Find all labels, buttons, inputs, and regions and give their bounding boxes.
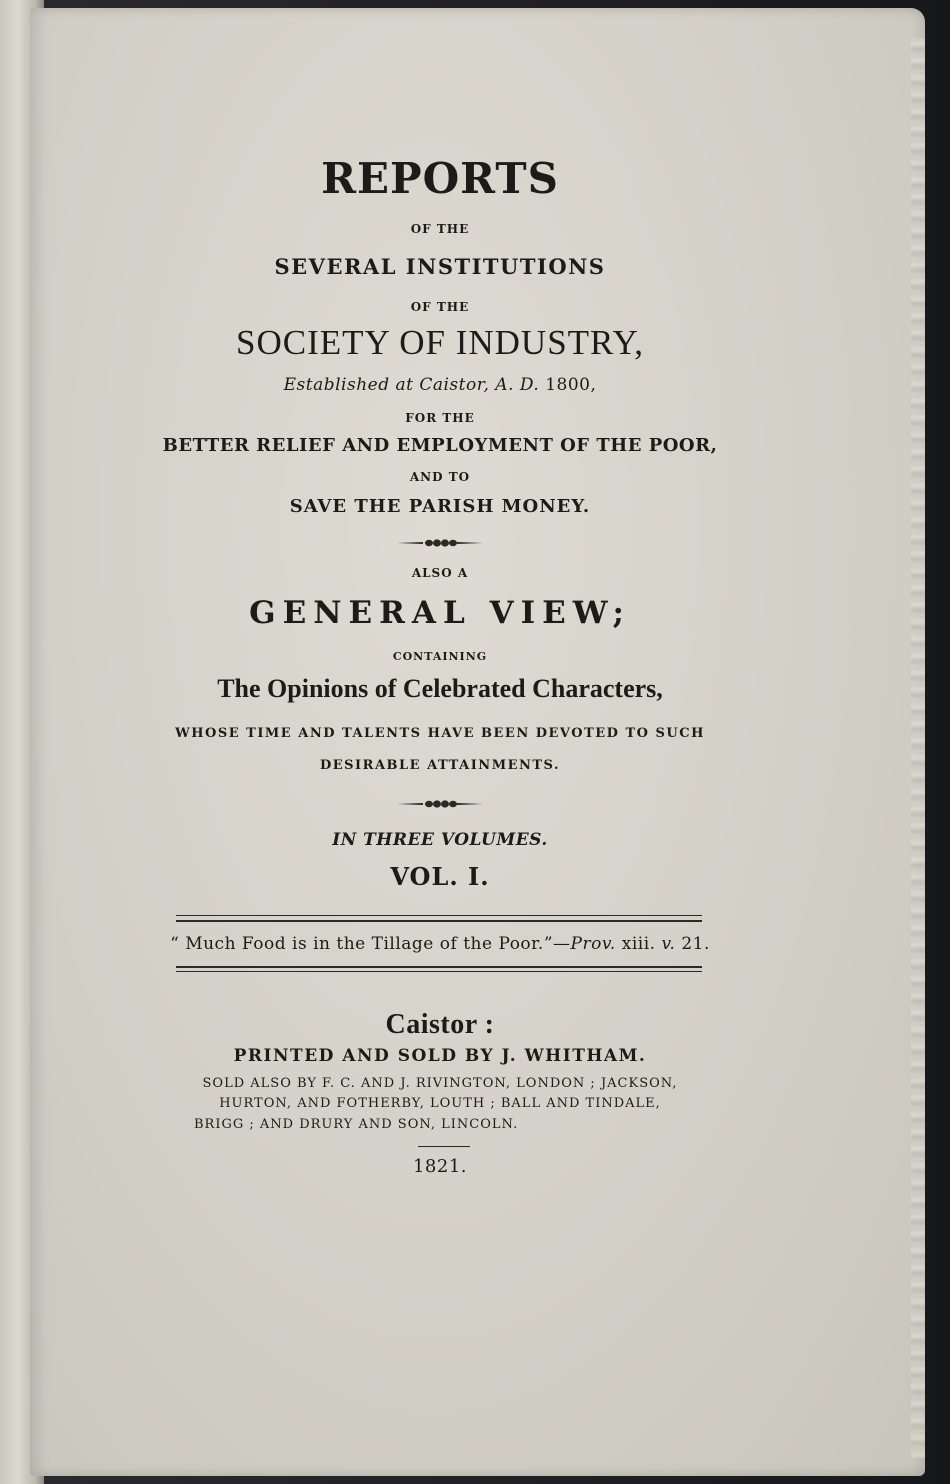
quote-verse-label: v. [661, 934, 676, 954]
of-the-1: OF THE [410, 222, 470, 236]
epigraph-quote [140, 934, 740, 954]
rule-top-1 [176, 915, 702, 916]
publication-year: 1821. [412, 1156, 468, 1177]
of-the-2: OF THE [410, 300, 470, 314]
rule-bottom-1 [176, 966, 702, 968]
rule-bottom-2 [176, 971, 702, 972]
in-three-volumes: IN THREE VOLUMES. [332, 830, 548, 850]
page-deckled-edge [911, 38, 925, 1458]
title-reports: REPORTS [321, 154, 559, 203]
desirable-line: DESIRABLE ATTAINMENTS. [319, 758, 560, 773]
established-line [140, 375, 740, 395]
printed-by-line: PRINTED AND SOLD BY J. WHITHAM. [233, 1046, 647, 1066]
volume-number: VOL. I. [390, 862, 490, 891]
save-parish-money: SAVE THE PARISH MONEY. [289, 496, 591, 517]
established-year: 1800, [545, 375, 597, 395]
society-of-industry: SOCIETY OF INDUSTRY, [236, 323, 644, 362]
title-page [30, 8, 925, 1476]
for-the: FOR THE [405, 411, 475, 425]
opinions-line: The Opinions of Celebrated Characters, [217, 674, 663, 703]
better-relief-line: BETTER RELIEF AND EMPLOYMENT OF THE POOR, [162, 435, 718, 456]
established-prefix: Established at Caistor, A. D. [283, 375, 540, 395]
year-rule [418, 1146, 470, 1147]
place-of-printing: Caistor : [385, 1009, 495, 1040]
rule-top-2 [176, 920, 702, 922]
and-to: AND TO [409, 470, 471, 484]
sold-also-line-1: SOLD ALSO BY F. C. AND J. RIVINGTON, LONDON ; JACKSON, [202, 1076, 678, 1091]
quote-verse: 21. [681, 934, 710, 954]
sold-also-line-2: HURTON, AND FOTHERBY, LOUTH ; BALL AND TINDALE, [219, 1096, 661, 1111]
ornament-divider-1 [395, 538, 485, 548]
several-institutions: SEVERAL INSTITUTIONS [274, 254, 606, 279]
quote-text: “ Much Food is in the Tillage of the Poor.”— [170, 934, 571, 954]
quote-ref: xiii. [621, 934, 656, 954]
also-a: ALSO A [411, 566, 469, 580]
ornament-divider-2 [395, 799, 485, 809]
quote-source: Prov. [570, 934, 616, 954]
general-view: GENERAL VIEW; [249, 595, 631, 631]
containing: CONTAINING [392, 650, 488, 663]
whose-time-line: WHOSE TIME AND TALENTS HAVE BEEN DEVOTED TO SUCH [175, 726, 705, 741]
sold-also-line-3: BRIGG ; AND DRURY AND SON, LINCOLN. [194, 1117, 519, 1132]
